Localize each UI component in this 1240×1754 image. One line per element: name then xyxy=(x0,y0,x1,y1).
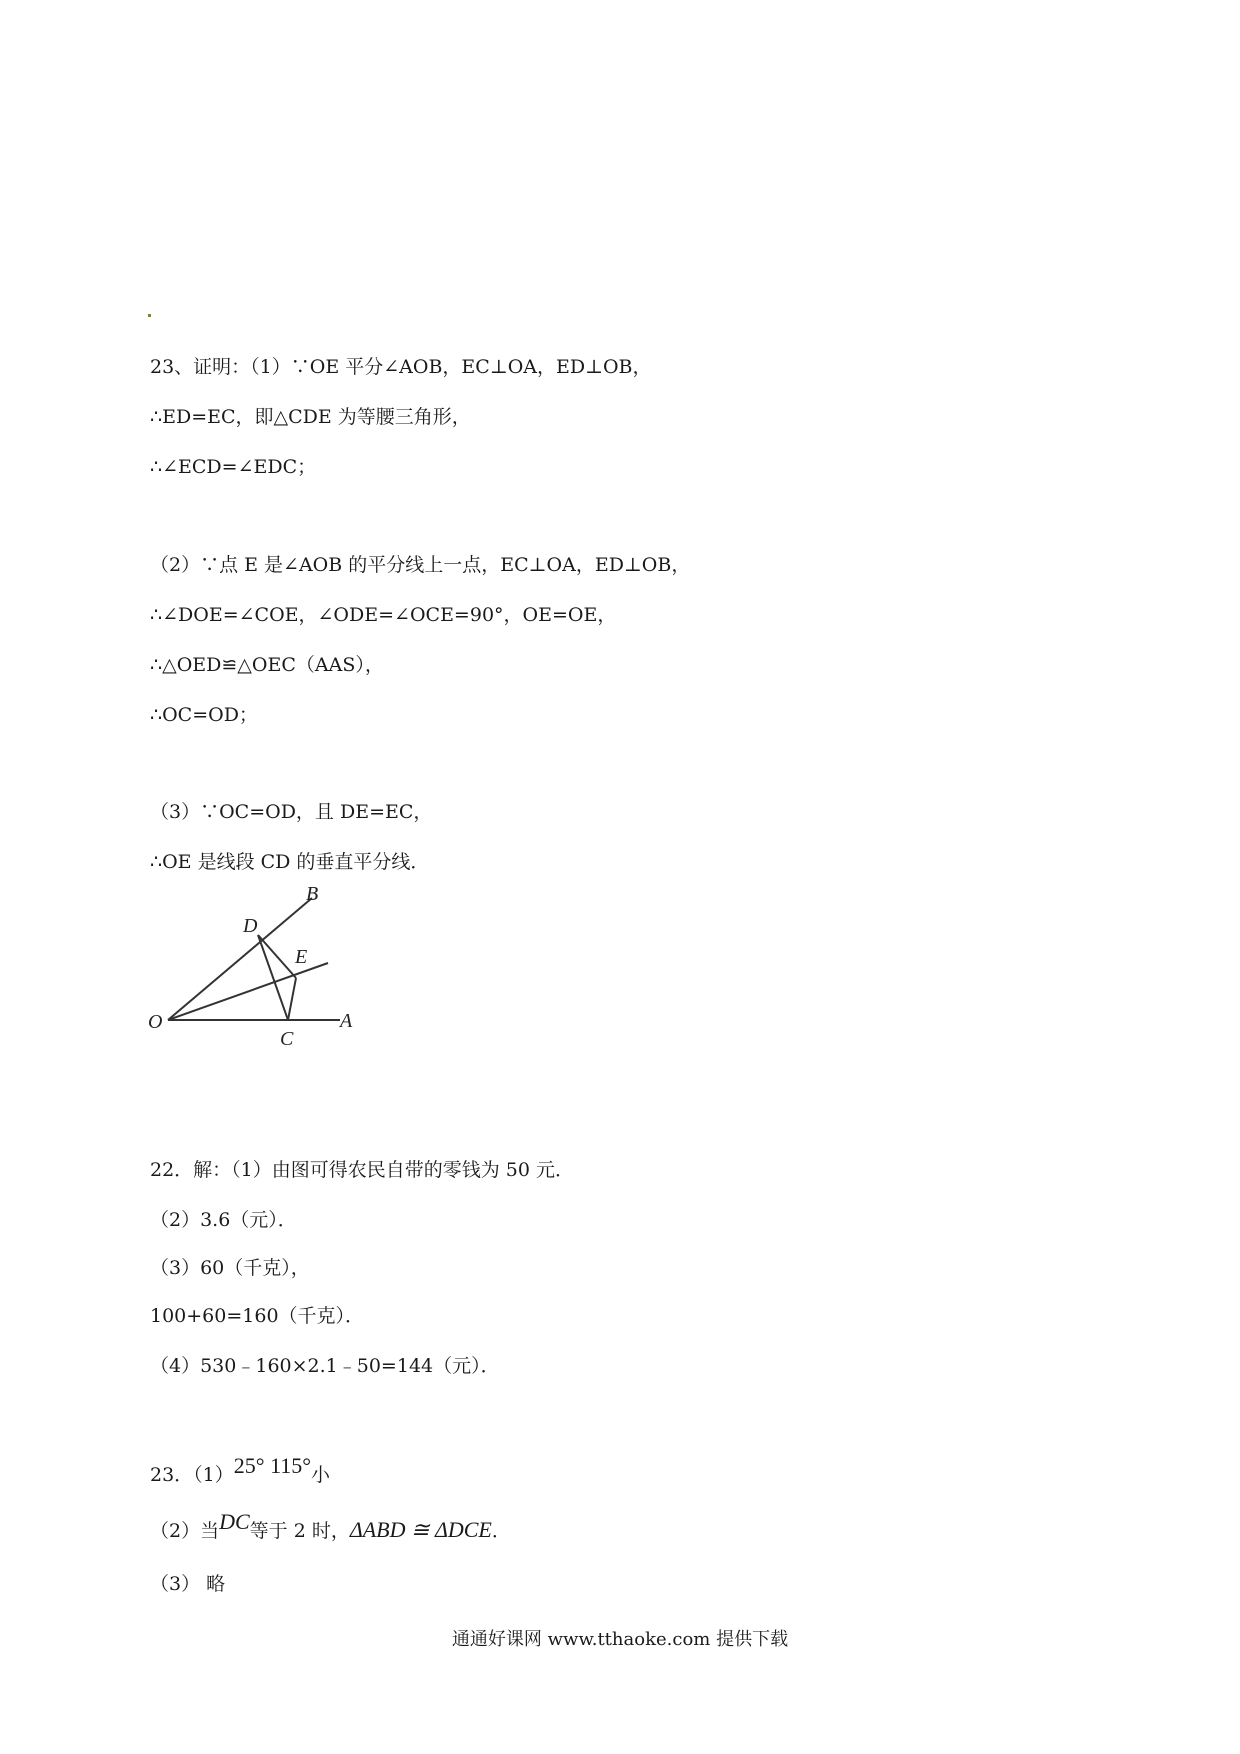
answer-23-line-1 xyxy=(150,1509,511,1543)
footer-credit: 通通好课网 www.tthaoke.com 提供下载 xyxy=(451,1629,789,1650)
answer-23-line-0-prefix: 23．（1） xyxy=(150,1464,234,1486)
answer-23-line-2: （3） 略 xyxy=(150,1573,226,1595)
scan-mark xyxy=(148,314,151,317)
ray-ob xyxy=(168,898,312,1020)
answer-23-line-1-prefix: （2）当 xyxy=(150,1520,220,1542)
label-c: C xyxy=(280,1028,294,1050)
answer-23-angles: 25° 115° xyxy=(233,1453,312,1478)
label-b: B xyxy=(306,883,319,905)
answer-23-line-0-suffix: 小 xyxy=(311,1464,331,1486)
proof-23-line-2: ∴∠ECD=∠EDC； xyxy=(150,456,317,478)
proof-23-part3-line-0: （3）∵OC=OD，且 DE=EC， xyxy=(150,801,433,823)
solution-22-line-3: 100+60=160（千克）． xyxy=(150,1305,365,1327)
proof-23-part2-line-0: （2）∵点 E 是∠AOB 的平分线上一点，EC⊥OA，ED⊥OB， xyxy=(150,554,691,576)
solution-22-line-2: （3）60（千克）， xyxy=(150,1257,310,1279)
answer-23-line-0 xyxy=(150,1453,331,1487)
segment-de xyxy=(258,935,296,978)
proof-23-heading: 23、证明：（1）∵OE 平分∠AOB，EC⊥OA，ED⊥OB， xyxy=(150,356,652,378)
solution-22-line-0: 22．解：（1）由图可得农民自带的零钱为 50 元． xyxy=(150,1159,575,1181)
label-d: D xyxy=(243,915,258,937)
geometry-figure xyxy=(140,880,370,1055)
answer-23-line-1-end: ． xyxy=(491,1520,511,1542)
label-a: A xyxy=(340,1010,353,1032)
proof-23-line-1: ∴ED=EC，即△CDE 为等腰三角形， xyxy=(150,406,471,428)
proof-23-part3-line-1: ∴OE 是线段 CD 的垂直平分线． xyxy=(150,851,430,873)
bisector-oe xyxy=(168,963,328,1020)
proof-23-part2-line-1: ∴∠DOE=∠COE，∠ODE=∠OCE=90°，OE=OE， xyxy=(150,604,617,626)
proof-23-part2-line-2: ∴△OED≌△OEC（AAS）， xyxy=(150,654,384,676)
answer-23-dc: DC xyxy=(219,1509,250,1534)
solution-22-line-1: （2）3.6（元）． xyxy=(150,1209,297,1231)
segment-dc xyxy=(258,935,288,1020)
solution-22-line-4: （4）530﹣160×2.1﹣50=144（元）． xyxy=(150,1355,500,1377)
label-e: E xyxy=(295,946,308,968)
segment-ec xyxy=(288,978,296,1020)
answer-23-congruence: ΔABD ≅ ΔDCE xyxy=(349,1517,492,1542)
label-o: O xyxy=(148,1011,163,1033)
answer-23-line-1-mid: 等于 2 时， xyxy=(249,1520,350,1542)
proof-23-part2-line-3: ∴OC=OD； xyxy=(150,704,258,726)
